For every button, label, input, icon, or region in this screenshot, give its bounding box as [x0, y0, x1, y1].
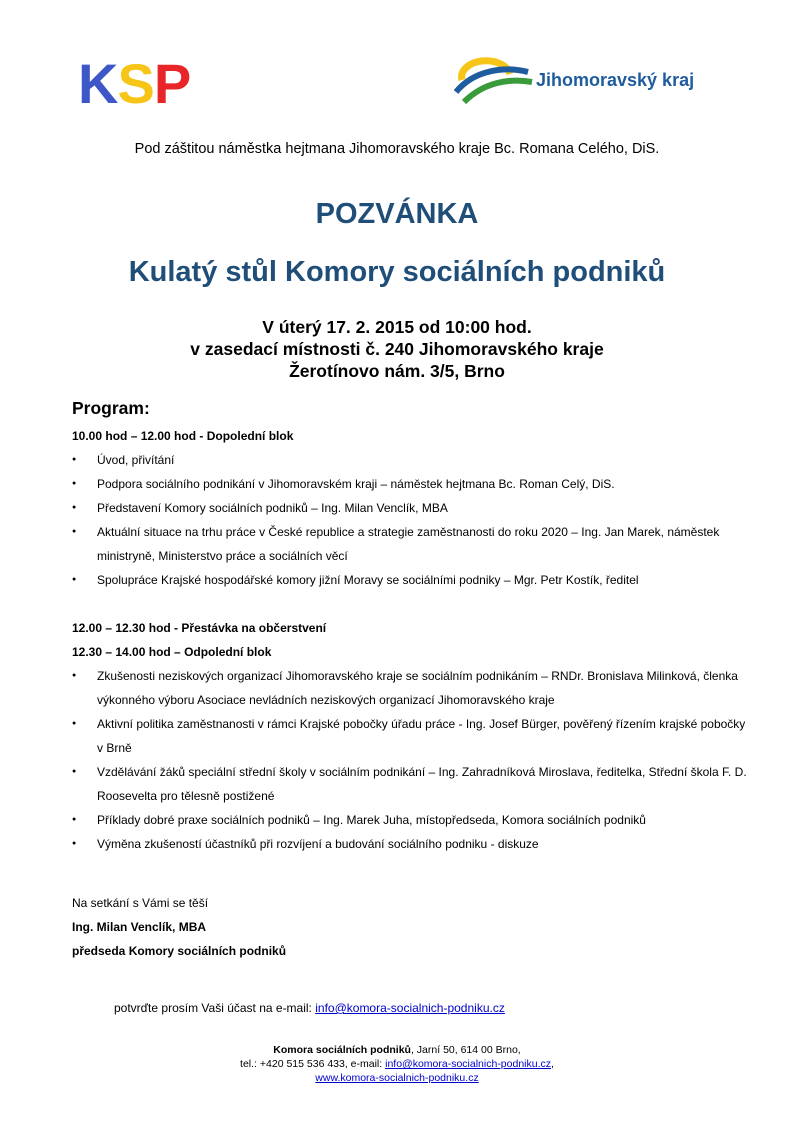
date-venue	[0, 316, 794, 382]
list-item: ● Aktuální situace na trhu práce v České republice a strategie zaměstnanosti do roku 2020 – Ing. Jan Marek, náměstek ministryně, Ministerstvo práce a sociálních věcí	[72, 520, 752, 568]
afternoon-block-list	[72, 664, 752, 856]
list-item: ● Úvod, přivítání	[72, 448, 752, 472]
program-heading: Program:	[72, 398, 150, 418]
footer	[0, 1043, 794, 1085]
ksp-logo-letter-s: S	[117, 52, 154, 115]
footer-street: , Jarní 50, 614 00 Brno,	[410, 1044, 521, 1056]
signature-role: předseda Komory sociálních podniků	[72, 944, 287, 958]
footer-comma: ,	[551, 1058, 554, 1070]
rsvp-line	[114, 1001, 505, 1015]
list-item: ● Příklady dobré praxe sociálních podniků – Ing. Marek Juha, místopředseda, Komora sociálních podniků	[72, 808, 752, 832]
jihomoravsky-kraj-logo-text: Jihomoravský kraj	[536, 70, 695, 90]
signature-name: Ing. Milan Venclík, MBA	[72, 920, 207, 934]
room-line: v zasedací místnosti č. 240 Jihomoravského kraje	[190, 339, 604, 359]
spacer	[72, 592, 752, 616]
region-emblem-icon	[454, 48, 534, 108]
signature-greeting: Na setkání s Vámi se těší	[72, 896, 209, 910]
jihomoravsky-kraj-logo	[454, 48, 724, 108]
footer-address	[0, 1043, 794, 1057]
event-title: Kulatý stůl Komory sociálních podniků	[128, 256, 666, 288]
list-item: ● Zkušenosti neziskových organizací Jihomoravského kraje se sociálním podnikáním – RNDr. Bronislava Milinková, členka výkonného výboru Asociace nevládních neziskových organizací Jihomoravského kraje	[72, 664, 752, 712]
invitation-heading: POZVÁNKA	[315, 198, 479, 230]
footer-org: Komora sociálních podniků	[273, 1044, 411, 1056]
list-item: ● Představení Komory sociálních podniků – Ing. Milan Venclík, MBA	[72, 496, 752, 520]
ksp-logo-letter-k: K	[78, 52, 118, 115]
list-item: ● Aktivní politika zaměstnanosti v rámci Krajské pobočky úřadu práce - Ing. Josef Bürger, pověřený řízením krajské pobočky v Brně	[72, 712, 752, 760]
list-item: ● Vzdělávání žáků speciální střední školy v sociálním podnikání – Ing. Zahradníková Miroslava, ředitelka, Střední škola F. D. Roosevelta pro tělesně postižené	[72, 760, 752, 808]
morning-block-title: 10.00 hod – 12.00 hod - Dopolední blok	[72, 429, 294, 443]
date-line: V úterý 17. 2. 2015 od 10:00 hod.	[262, 317, 532, 337]
footer-web	[0, 1071, 794, 1085]
patronage-line: Pod záštitou náměstka hejtmana Jihomoravského kraje Bc. Romana Celého, DiS.	[134, 141, 660, 157]
ksp-logo-letter-p: P	[153, 52, 191, 115]
rsvp-email-link[interactable]: info@komora-socialnich-podniku.cz	[315, 1001, 505, 1015]
list-item: ● Podpora sociálního podnikání v Jihomoravském kraji – náměstek hejtmana Bc. Roman Celý, DiS.	[72, 472, 752, 496]
list-item: ● Spolupráce Krajské hospodářské komory jižní Moravy se sociálními podniky – Mgr. Petr Kostík, ředitel	[72, 568, 752, 592]
footer-web-link[interactable]: www.komora-socialnich-podniku.cz	[315, 1072, 479, 1084]
morning-block-list	[72, 448, 752, 592]
signature-block	[72, 891, 286, 963]
footer-contact	[0, 1057, 794, 1071]
program-body	[72, 424, 752, 856]
afternoon-block-title: 12.30 – 14.00 hod – Odpolední blok	[72, 645, 272, 659]
rsvp-text: potvrďte prosím Vaši účast na e-mail:	[114, 1001, 316, 1015]
list-item: ● Výměna zkušeností účastníků při rozvíjení a budování sociálního podniku - diskuze	[72, 832, 752, 856]
ksp-logo	[78, 52, 191, 115]
footer-email-link[interactable]: info@komora-socialnich-podniku.cz	[385, 1058, 552, 1070]
footer-tel: tel.: +420 515 536 433, e-mail:	[240, 1058, 386, 1070]
break-line: 12.00 – 12.30 hod - Přestávka na občerstvení	[72, 621, 327, 635]
address-line: Žerotínovo nám. 3/5, Brno	[289, 361, 505, 381]
